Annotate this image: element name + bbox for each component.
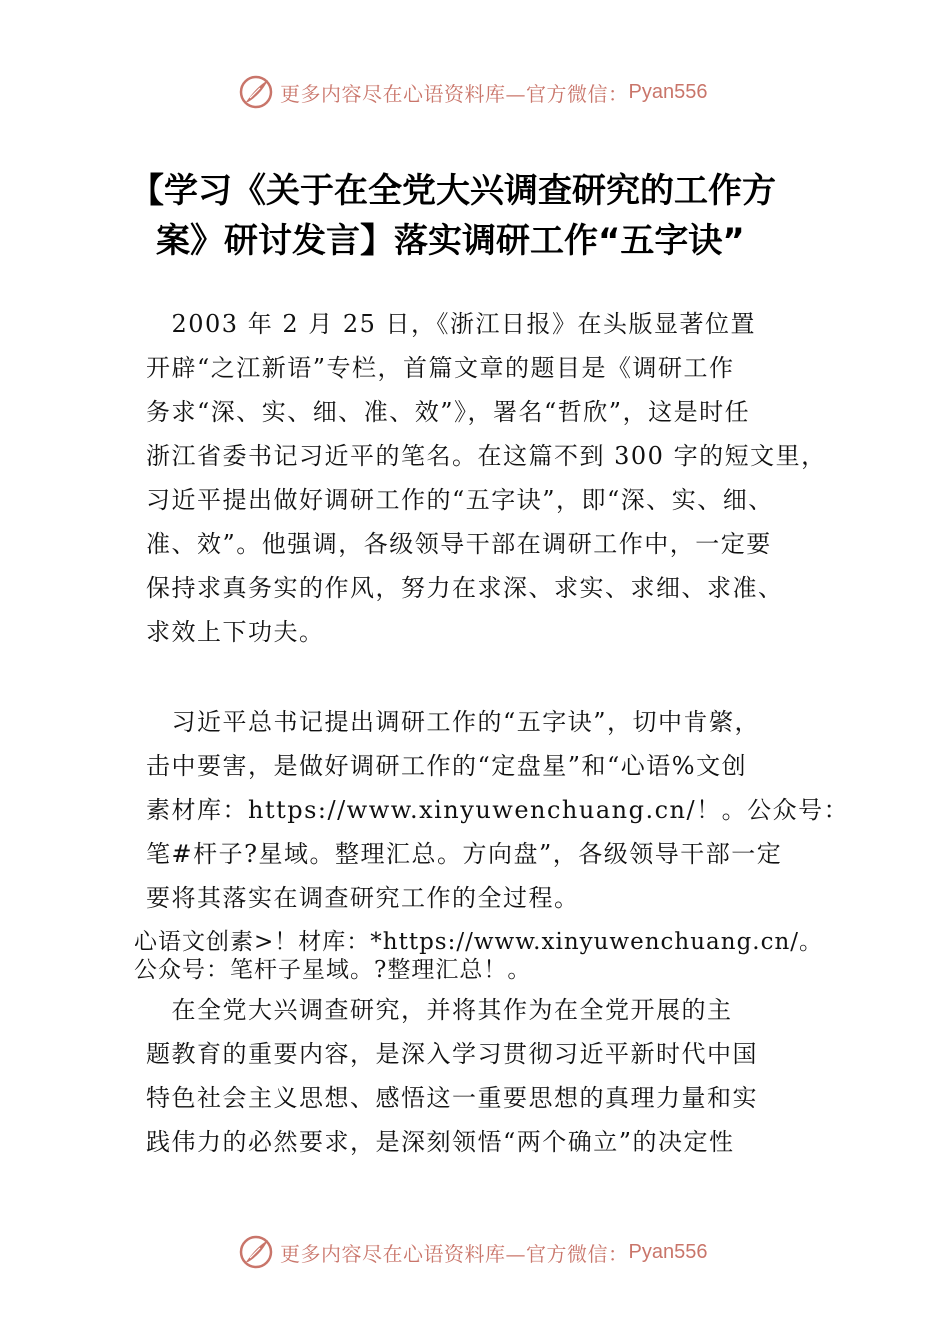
text-line: 浙江省委书记习近平的笔名。在这篇不到 300 字的短文里， — [146, 442, 827, 470]
feather-logo-icon — [238, 1234, 274, 1270]
title-line-2: 案》研讨发言】落实调研工作“五字诀” — [156, 221, 745, 261]
paragraph-3 — [146, 988, 846, 1164]
text-line: 笔#杆子?星域。整理汇总。方向盘”，各级领导干部一定 — [146, 840, 783, 868]
feather-logo-icon — [238, 74, 274, 110]
text-line: 践伟力的必然要求，是深刻领悟“两个确立”的决定性 — [146, 1128, 735, 1156]
text-line: 题教育的重要内容，是深入学习贯彻习近平新时代中国 — [146, 1040, 758, 1068]
text-line: 素材库：https://www.xinyuwenchuang.cn/！。公众号： — [146, 796, 850, 824]
text-line: 务求“深、实、细、准、效”》，署名“哲欣”，这是时任 — [146, 398, 751, 426]
text-line: 在全党大兴调查研究，并将其作为在全党开展的主 — [146, 996, 733, 1024]
text-line: 求效上下功夫。 — [146, 618, 325, 646]
text-line: 心语文创素>！材库：*https://www.xinyuwenchuang.cn/。 — [134, 929, 824, 955]
text-line: 保持求真务实的作风，努力在求深、求实、求细、求准、 — [146, 574, 784, 602]
watermark-wechat-id: Pyan556 — [628, 1240, 708, 1263]
watermark-text: 更多内容尽在心语资料库—官方微信： — [280, 81, 629, 106]
page-title — [130, 166, 830, 266]
text-line: 习近平提出做好调研工作的“五字诀”，即“深、实、细、 — [146, 486, 774, 514]
inserted-promo-text — [134, 928, 854, 984]
paragraph-1 — [146, 302, 846, 654]
text-line: 开辟“之江新语”专栏，首篇文章的题目是《调研工作 — [146, 354, 735, 382]
text-line: 准、效”。他强调，各级领导干部在调研工作中，一定要 — [146, 530, 772, 558]
watermark-text: 更多内容尽在心语资料库—官方微信： — [280, 1241, 629, 1266]
header-watermark — [238, 72, 738, 112]
watermark-wechat-id: Pyan556 — [628, 80, 708, 103]
paragraph-2 — [146, 700, 850, 920]
text-line: 公众号：笔杆子星域。?整理汇总！。 — [134, 957, 532, 983]
footer-watermark — [238, 1232, 738, 1272]
text-line: 习近平总书记提出调研工作的“五字诀”，切中肯綮， — [146, 708, 761, 736]
text-line: 2003 年 2 月 25 日，《浙江日报》在头版显著位置 — [146, 310, 757, 338]
text-line: 特色社会主义思想、感悟这一重要思想的真理力量和实 — [146, 1084, 758, 1112]
title-line-1: 【学习《关于在全党大兴调查研究的工作方 — [130, 171, 776, 211]
text-line: 击中要害，是做好调研工作的“定盘星”和“心语%文创 — [146, 752, 748, 780]
text-line: 要将其落实在调查研究工作的全过程。 — [146, 884, 580, 912]
